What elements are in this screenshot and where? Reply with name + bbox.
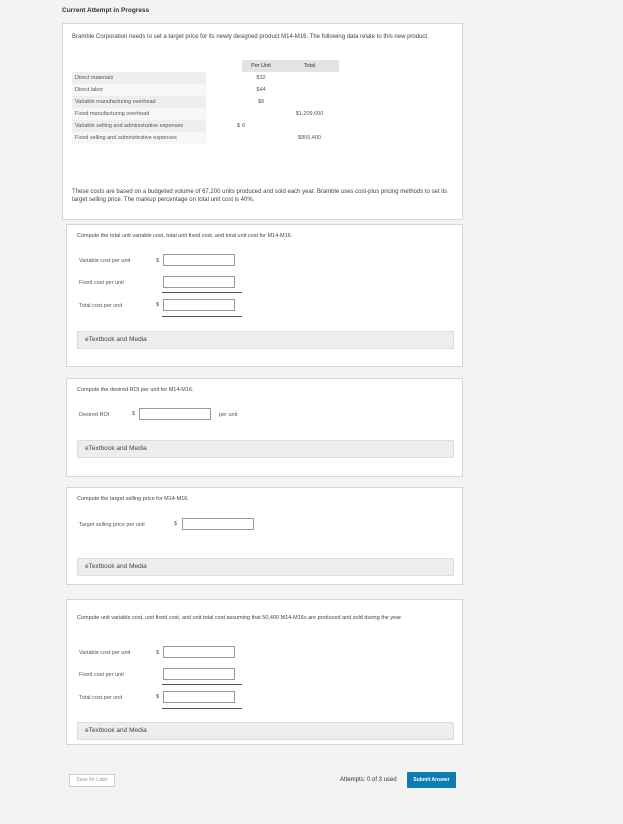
question-4-card [66,599,463,745]
row-label: Variable manufacturing overhead [72,96,206,108]
etextbook-media-link[interactable]: eTextbook and Media [77,722,454,740]
row-label: Fixed manufacturing overhead [72,108,206,120]
row-total [280,84,339,96]
q1-total-cost-input[interactable] [163,299,235,311]
row-label: Fixed selling and administrative expenses [72,132,206,144]
table-row [72,72,339,84]
table-row [72,96,339,108]
row-dollar [206,72,242,84]
table-row [72,84,339,96]
cost-table-header [72,60,339,72]
attempts-counter: Attempts: 0 of 3 used [340,777,397,783]
row-dollar [206,96,242,108]
save-for-later-button[interactable]: Save for Later [69,774,115,787]
q4-sum-line [162,684,242,685]
row-per-unit [242,132,280,144]
question-1-card [66,224,463,367]
q2-desired-roi-label: Desired ROI [79,412,110,418]
row-total [280,72,339,84]
q1-total-underline [162,316,242,317]
etextbook-media-link[interactable]: eTextbook and Media [77,558,454,576]
question-3-text: Compute the target selling price for M14-M16. [77,496,189,502]
question-4-text: Compute unit variable cost, unit fixed cost, and unit total cost assuming that 50,400 M14-M16s are produced and sold during the year. [77,615,403,621]
q2-per-unit-label: per unit [219,412,238,418]
cost-table [72,60,339,144]
q4-variable-cost-label: Variable cost per unit [79,650,131,656]
table-row [72,120,339,132]
row-per-unit: $8 [257,99,265,105]
row-dollar: $ [236,123,240,129]
q4-variable-cost-input[interactable] [163,646,235,658]
q3-target-price-label: Target selling price per unit [79,522,145,528]
question-2-text: Compute the desired ROI per unit for M14-M16. [77,387,194,393]
row-dollar [206,84,242,96]
header-per-unit: Per Unit [242,60,280,72]
q2-desired-roi-dollar: $ [132,411,136,417]
row-label: Direct materials [72,72,206,84]
etextbook-media-link[interactable]: eTextbook and Media [77,440,454,458]
row-total: $806,400 [298,135,321,141]
q4-total-cost-label: Total cost per unit [79,695,123,701]
q2-desired-roi-input[interactable] [139,408,211,420]
row-dollar [206,132,242,144]
header-dollar-cell [206,60,242,72]
q4-total-cost-input[interactable] [163,691,235,703]
submit-answer-button[interactable]: Submit Answer [407,772,456,788]
q3-target-price-dollar: $ [174,521,178,527]
q1-fixed-cost-input[interactable] [163,276,235,288]
row-total [280,120,339,132]
q4-total-underline [162,708,242,709]
attempt-status: Current Attempt in Progress [62,7,150,14]
row-label: Variable selling and administrative expenses [72,120,206,132]
row-dollar [206,108,242,120]
problem-intro: Bramble Corporation needs to set a target price for its newly designed product M14-M16. The following data relate to this new product. [72,34,429,40]
q1-variable-cost-input[interactable] [163,254,235,266]
row-total [280,96,339,108]
q1-total-cost-label: Total cost per unit [79,303,123,309]
row-total: $1,209,600 [295,111,324,117]
header-total: Total [280,60,339,72]
q4-fixed-cost-input[interactable] [163,668,235,680]
question-1-text: Compute the total unit variable cost, total unit fixed cost, and total unit cost for M14-M16. [77,233,293,239]
question-3-card [66,487,463,585]
row-per-unit: $32 [256,75,266,81]
table-row [72,108,339,120]
header-label-cell [72,60,206,72]
q1-total-cost-dollar: $ [156,302,160,308]
row-per-unit: 6 [242,123,246,129]
question-2-card [66,378,463,477]
q3-target-price-input[interactable] [182,518,254,530]
row-per-unit: $44 [256,87,266,93]
q1-sum-line [162,292,242,293]
row-per-unit [242,108,280,120]
q4-total-cost-dollar: $ [156,694,160,700]
etextbook-media-link[interactable]: eTextbook and Media [77,331,454,349]
q4-variable-cost-dollar: $ [156,650,160,656]
problem-card [62,23,463,220]
table-row [72,132,339,144]
q1-fixed-cost-label: Fixed cost per unit [79,280,124,286]
row-label: Direct labor [72,84,206,96]
q1-variable-cost-dollar: $ [156,258,160,264]
problem-footer: These costs are based on a budgeted volume of 67,200 units produced and sold each year. Bramble uses cost-plus pricing methods to set its target selling price. The markup percentage on total unit cost is 40%. [72,189,448,203]
q1-variable-cost-label: Variable cost per unit [79,258,131,264]
q4-fixed-cost-label: Fixed cost per unit [79,672,124,678]
